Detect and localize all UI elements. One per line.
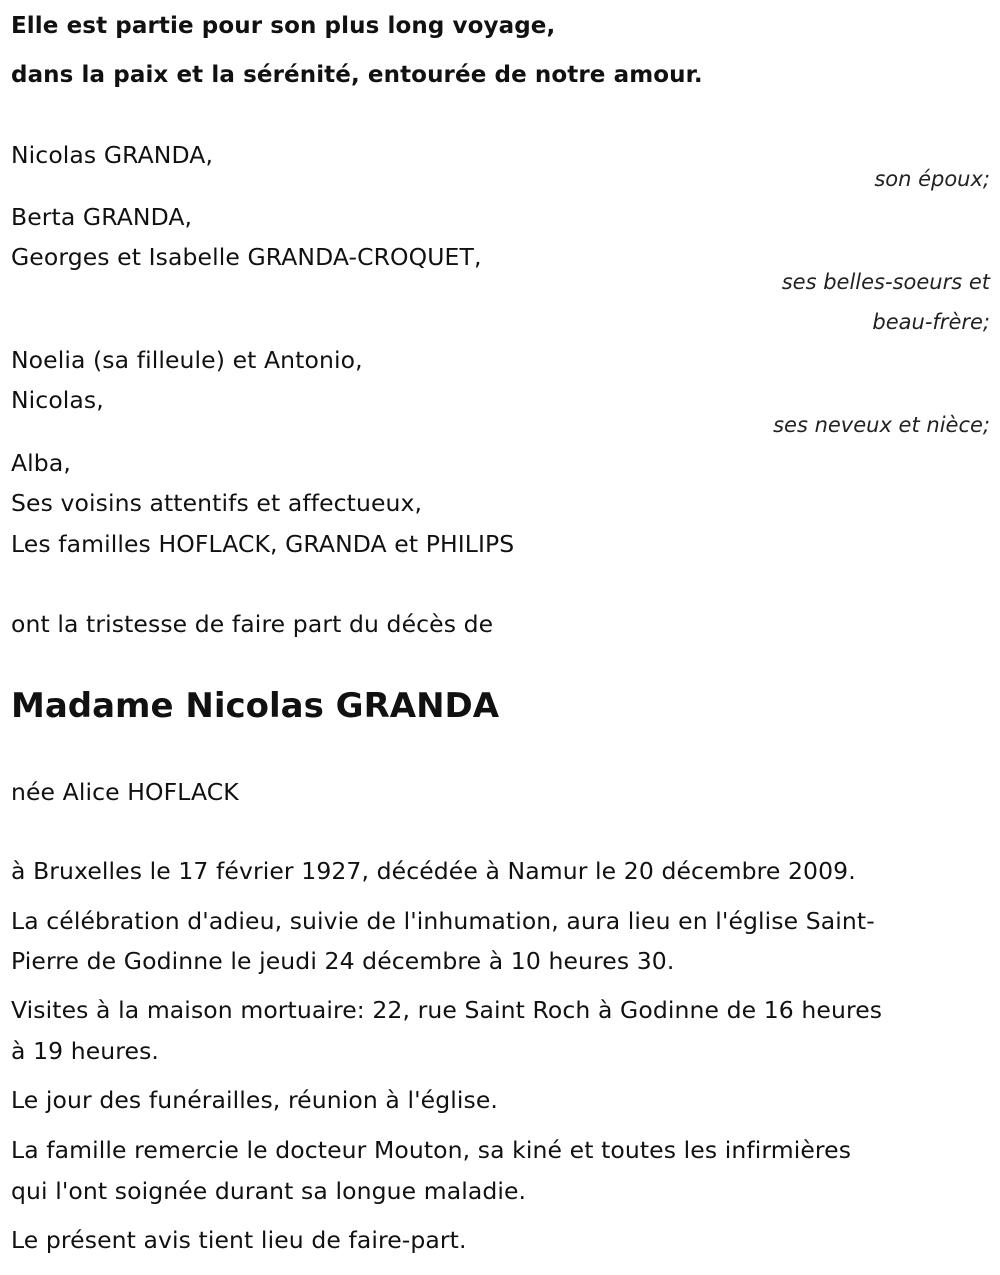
family-member: Ses voisins attentifs et affectueux, — [11, 489, 423, 517]
family-member: Nicolas, — [11, 386, 104, 414]
thanks-text: La famille remercie le docteur Mouton, sa kiné et toutes les infirmières — [11, 1136, 852, 1164]
family-member: Nicolas GRANDA, — [11, 141, 214, 169]
announcement-text: ont la tristesse de faire part du décès de — [11, 610, 494, 638]
family-member: Alba, — [11, 449, 71, 477]
birth-death-text: à Bruxelles le 17 février 1927, décédée à Namur le 20 décembre 2009. — [11, 857, 856, 885]
family-member: Berta GRANDA, — [11, 203, 193, 231]
ceremony-text: Pierre de Godinne le jeudi 24 décembre à 10 heures 30. — [11, 947, 675, 975]
thanks-text: qui l'ont soignée durant sa longue maladie. — [11, 1177, 527, 1205]
family-role: ses neveux et nièce; — [773, 413, 990, 437]
family-member: Georges et Isabelle GRANDA-CROQUET, — [11, 243, 482, 271]
intro-line-1: Elle est partie pour son plus long voyage, — [11, 13, 556, 39]
visits-text: à 19 heures. — [11, 1037, 160, 1065]
family-role: beau-frère; — [872, 310, 990, 334]
funeral-day-text: Le jour des funérailles, réunion à l'église. — [11, 1086, 498, 1114]
family-member: Les familles HOFLACK, GRANDA et PHILIPS — [11, 530, 515, 558]
family-role: son époux; — [874, 167, 990, 191]
intro-line-2: dans la paix et la sérénité, entourée de notre amour. — [11, 62, 703, 88]
deceased-name: Madame Nicolas GRANDA — [11, 686, 500, 726]
visits-text: Visites à la maison mortuaire: 22, rue Saint Roch à Godinne de 16 heures — [11, 996, 883, 1024]
ceremony-text: La célébration d'adieu, suivie de l'inhumation, aura lieu en l'église Saint- — [11, 907, 875, 935]
family-member: Noelia (sa filleule) et Antonio, — [11, 346, 363, 374]
maiden-name: née Alice HOFLACK — [11, 778, 239, 806]
notice-text: Le présent avis tient lieu de faire-part. — [11, 1226, 467, 1254]
family-role: ses belles-soeurs et — [781, 270, 990, 294]
